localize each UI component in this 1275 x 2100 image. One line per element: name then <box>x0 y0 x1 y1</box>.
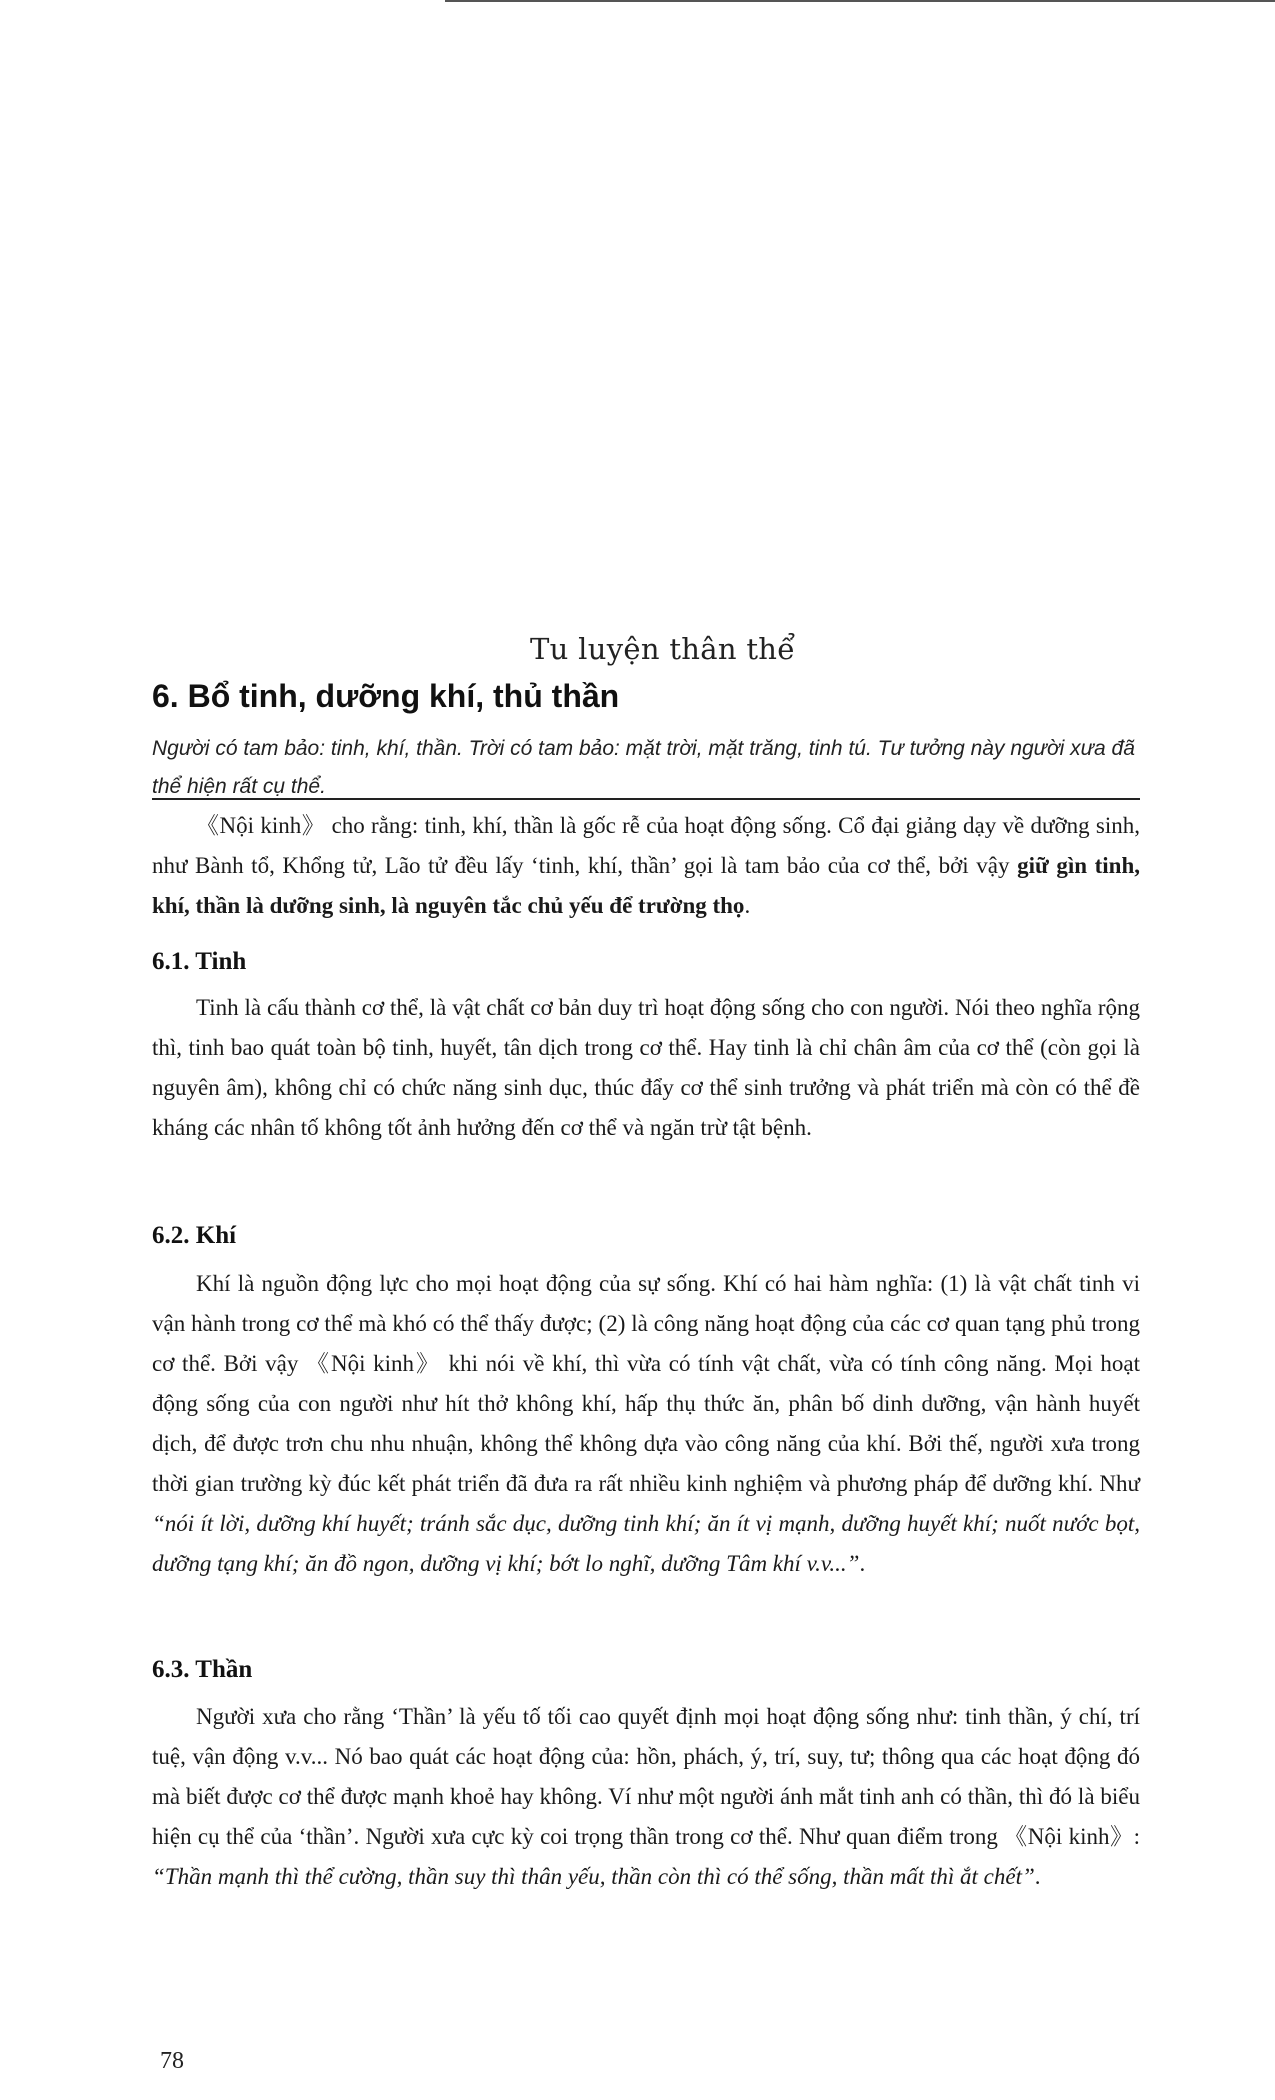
paragraph-khi <box>152 1264 1140 1584</box>
intro-end: . <box>744 893 751 918</box>
paragraph-than-quote: “Thần mạnh thì thể cường, thần suy thì thân yếu, thần còn thì có thể sống, thần mất thì ắt chết” <box>152 1864 1035 1889</box>
intro-text: 《Nội kinh》 cho rằng: tinh, khí, thần là gốc rễ của hoạt động sống. Cổ đại giảng dạy về dưỡng sinh, như Bành tổ, Khổng tử, Lão tử đều lấy ‘tinh, khí, thần’ gọi là tam bảo của cơ thể, bởi vậy <box>152 813 1140 878</box>
paragraph-than-end: . <box>1034 1864 1041 1889</box>
paragraph-khi-quote: “nói ít lời, dưỡng khí huyết; tránh sắc dục, dưỡng tinh khí; ăn ít vị mạnh, dưỡng huyết khí; nuốt nước bọt, dưỡng tạng khí; ăn đồ ngon, dưỡng vị khí; bớt lo nghĩ, dưỡng Tâm khí v.v...” <box>152 1511 1140 1576</box>
section-title: 6. Bổ tinh, dưỡng khí, thủ thần <box>152 678 620 714</box>
subheading-tinh: 6.1. Tinh <box>152 948 247 975</box>
epigraph: Người có tam bảo: tinh, khí, thần. Trời có tam bảo: mặt trời, mặt trăng, tinh tú. Tư tưởng này người xưa đã thể hiện rất cụ thể. <box>152 737 1135 798</box>
top-border-line <box>445 0 1275 2</box>
page-number: 78 <box>160 2048 184 2074</box>
running-head: Tu luyện thân thể <box>530 632 796 666</box>
subheading-than: 6.3. Thần <box>152 1656 253 1683</box>
intro-bold-principle: giữ gìn tinh, khí, thần là dưỡng sinh, là nguyên tắc chủ yếu để trường thọ <box>152 853 1140 918</box>
subheading-khi: 6.2. Khí <box>152 1222 237 1249</box>
intro-paragraph <box>152 806 1140 926</box>
epigraph-divider <box>152 798 1140 800</box>
paragraph-khi-end: . <box>859 1551 866 1576</box>
paragraph-than <box>152 1697 1140 1897</box>
paragraph-tinh: Tinh là cấu thành cơ thể, là vật chất cơ bản duy trì hoạt động sống cho con người. Nói theo nghĩa rộng thì, tinh bao quát toàn bộ tinh, huyết, tân dịch trong cơ thể. Hay tinh là chỉ chân âm của cơ thể (còn gọi là nguyên âm), không chỉ có chức năng sinh dục, thúc đẩy cơ thể sinh trưởng và phát triển mà còn có thể đề kháng các nhân tố không tốt ảnh hưởng đến cơ thể và ngăn trừ tật bệnh. <box>152 995 1140 1140</box>
paragraph-than-text: Người xưa cho rằng ‘Thần’ là yếu tố tối cao quyết định mọi hoạt động sống như: tinh thần, ý chí, trí tuệ, vận động v.v... Nó bao quát các hoạt động của: hồn, phách, ý, trí, suy, tư; thông qua các hoạt động đó mà biết được cơ thể được mạnh khoẻ hay không. Ví như một người ánh mắt tinh anh có thần, thì đó là biểu hiện cụ thể của ‘thần’. Người xưa cực kỳ coi trọng thần trong cơ thể. Như quan điểm trong 《Nội kinh》: <box>152 1704 1140 1849</box>
paragraph-khi-text: Khí là nguồn động lực cho mọi hoạt động của sự sống. Khí có hai hàm nghĩa: (1) là vật chất tinh vi vận hành trong cơ thể mà khó có thể thấy được; (2) là công năng hoạt động của các cơ quan tạng phủ trong cơ thể. Bởi vậy 《Nội kinh》 khi nói về khí, thì vừa có tính vật chất, vừa có tính công năng. Mọi hoạt động sống của con người như hít thở không khí, hấp thụ thức ăn, phân bố dinh dưỡng, vận hành huyết dịch, để được trơn chu nhu nhuận, không thể không dựa vào công năng của khí. Bởi thế, người xưa trong thời gian trường kỳ đúc kết phát triển đã đưa ra rất nhiều kinh nghiệm và phương pháp để dưỡng khí. Như <box>152 1271 1140 1496</box>
